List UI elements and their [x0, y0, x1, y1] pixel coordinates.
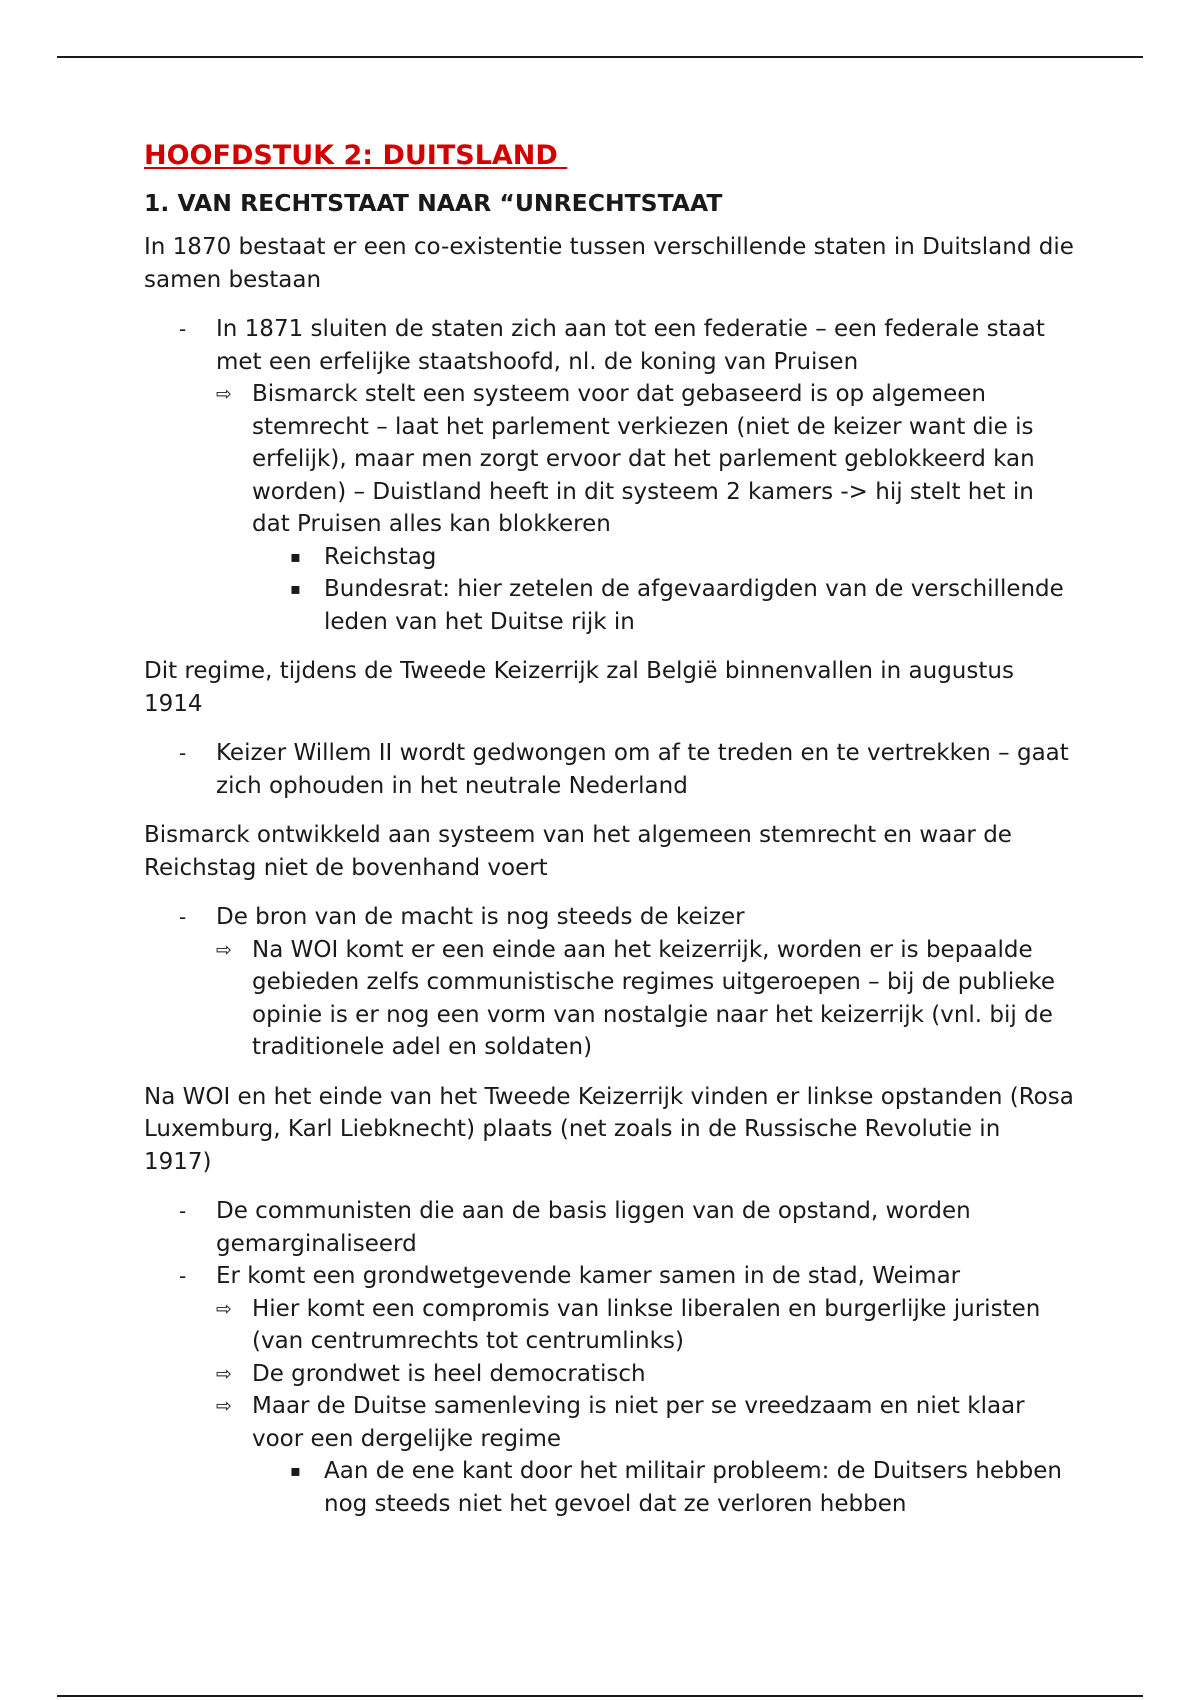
list-item-text: Bismarck stelt een systeem voor dat gebaseerd is op algemeen stemrecht – laat het parlement verkiezen (niet de keizer want die is erfelijk), maar men zorgt ervoor dat het parlement geblokkeerd kan worden) – Duistland heeft in dit systeem 2 kamers -> hij stelt het in dat Pruisen alles kan blokkeren [252, 381, 1035, 537]
dash-bullet: - [179, 1264, 187, 1288]
bullet-list [144, 737, 1074, 802]
square-bullet-icon: ▪ [290, 579, 301, 598]
list-item-text: Reichstag [324, 543, 437, 570]
list-item-text: De grondwet is heel democratisch [252, 1360, 646, 1387]
bullet-list [144, 1195, 1074, 1520]
header-rule [57, 56, 1143, 58]
list-item-text: In 1871 sluiten de staten zich aan tot een federatie – een federale staat met een erfelijke staatshoofd, nl. de koning van Pruisen [216, 316, 1045, 375]
list-item-text: Er komt een grondwetgevende kamer samen in de stad, Weimar [216, 1263, 961, 1289]
list-item [144, 1195, 1074, 1260]
list-item-text: Keizer Willem II wordt gedwongen om af te treden en te vertrekken – gaat zich ophouden in het neutrale Nederland [216, 740, 1069, 799]
list-item-text: Bundesrat: hier zetelen de afgevaardigden van de verschillende leden van het Duitse rijk in [324, 576, 1064, 635]
dash-bullet: - [179, 317, 187, 341]
paragraph: Na WOI en het einde van het Tweede Keizerrijk vinden er linkse opstanden (Rosa Luxemburg, Karl Liebknecht) plaats (net zoals in de Russische Revolutie in 1917) [144, 1083, 1074, 1175]
paragraph: Bismarck ontwikkeld aan systeem van het algemeen stemrecht en waar de Reichstag niet de bovenhand voert [144, 822, 1012, 881]
list-item [144, 1358, 1074, 1391]
list-item-text: Na WOI komt er een einde aan het keizerrijk, worden er is bepaalde gebieden zelfs communistische regimes uitgeroepen – bij de publieke opinie is er nog een vorm van nostalgie naar het keizerrijk (vnl. bij de traditionele adel en soldaten) [252, 936, 1056, 1060]
bullet-list [144, 901, 1074, 1064]
list-item [144, 1260, 1074, 1293]
list-item [144, 901, 1074, 934]
list-item-text: Maar de Duitse samenleving is niet per se vreedzaam en niet klaar voor een dergelijke regime [252, 1393, 1025, 1452]
list-item [144, 737, 1074, 802]
dash-bullet: - [179, 1199, 187, 1223]
arrow-bullet-icon: ⇨ [216, 1395, 232, 1417]
list-item-text: Hier komt een compromis van linkse liberalen en burgerlijke juristen (van centrumrechts tot centrumlinks) [252, 1295, 1041, 1354]
section-heading: 1. VAN RECHTSTAAT NAAR “UNRECHTSTAAT [144, 189, 723, 217]
document-body [144, 138, 1074, 1537]
list-item [144, 934, 1074, 1064]
list-item [144, 573, 1074, 638]
dash-bullet: - [179, 905, 187, 929]
list-item [144, 378, 1074, 541]
list-item-text: Aan de ene kant door het militair probleem: de Duitsers hebben nog steeds niet het gevoel dat ze verloren hebben [324, 1458, 1062, 1517]
arrow-bullet-icon: ⇨ [216, 383, 232, 405]
list-item [144, 541, 1074, 574]
square-bullet-icon: ▪ [290, 1461, 301, 1480]
paragraph: Dit regime, tijdens de Tweede Keizerrijk zal België binnenvallen in augustus 1914 [144, 658, 1014, 717]
list-item-text: De bron van de macht is nog steeds de keizer [216, 904, 745, 930]
square-bullet-icon: ▪ [290, 546, 301, 566]
dash-bullet: - [179, 741, 187, 765]
list-item [144, 1390, 1074, 1455]
list-item [144, 313, 1074, 378]
list-item-text: De communisten die aan de basis liggen van de opstand, worden gemarginaliseerd [216, 1198, 971, 1257]
bullet-list [144, 313, 1074, 638]
arrow-bullet-icon: ⇨ [216, 1297, 232, 1320]
list-item [144, 1293, 1074, 1358]
list-item [144, 1455, 1074, 1520]
arrow-bullet-icon: ⇨ [216, 1362, 232, 1385]
arrow-bullet-icon: ⇨ [216, 938, 232, 961]
paragraph: In 1870 bestaat er een co-existentie tussen verschillende staten in Duitsland die samen bestaan [144, 234, 1074, 293]
chapter-heading: HOOFDSTUK 2: DUITSLAND [144, 140, 568, 171]
footer-rule [57, 1695, 1143, 1697]
